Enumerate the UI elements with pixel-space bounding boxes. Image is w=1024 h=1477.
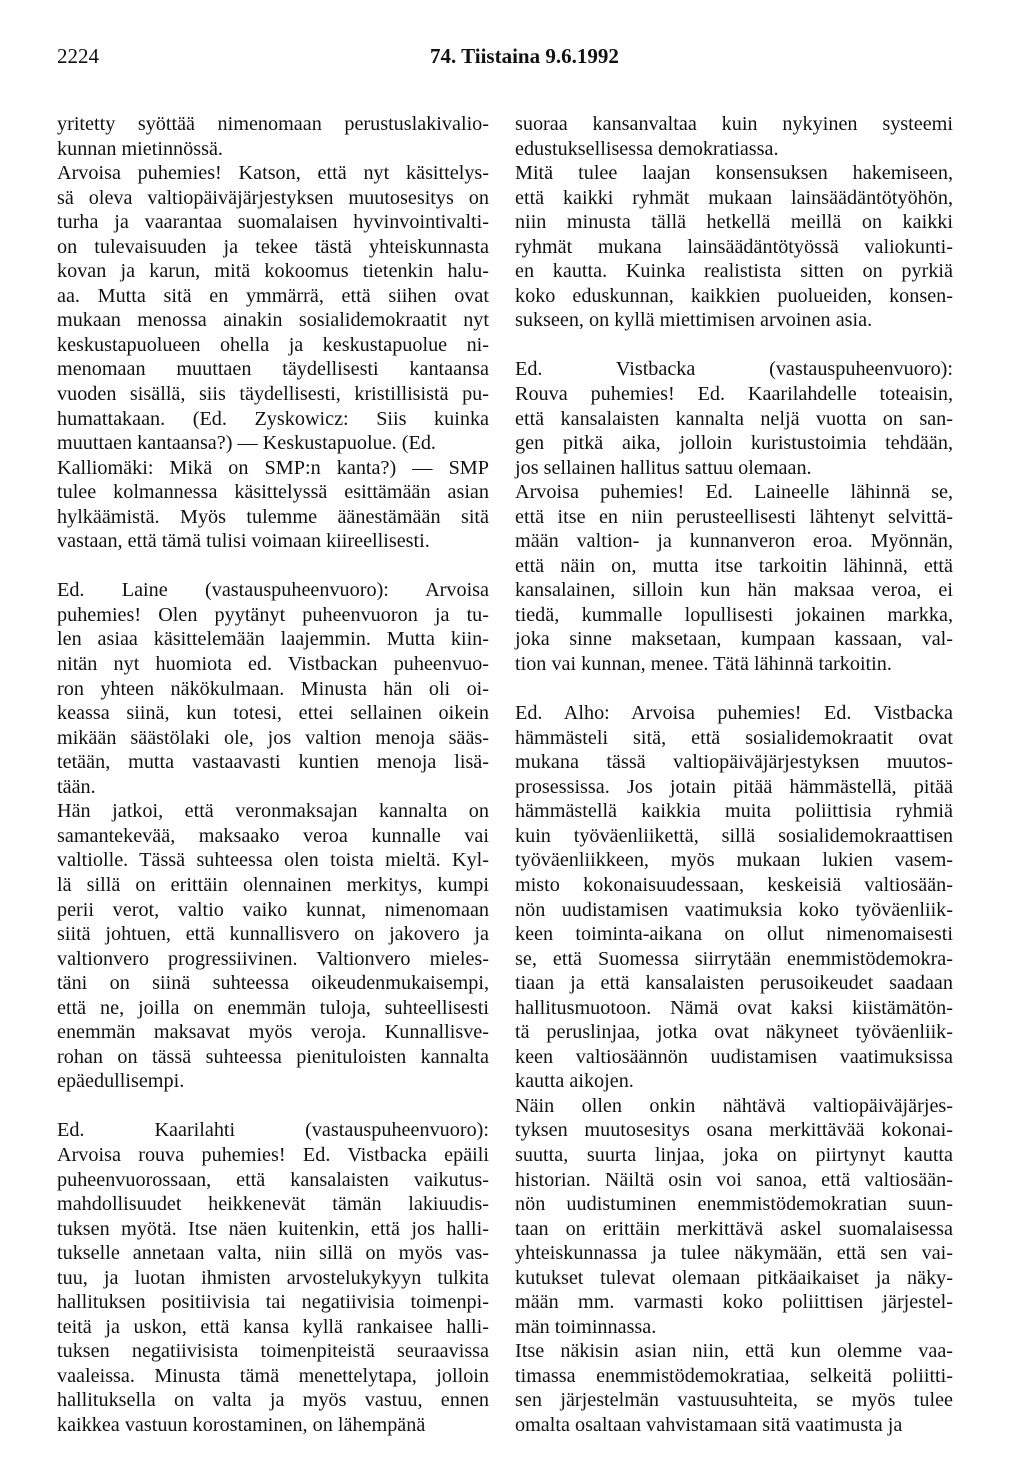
text-line: koko eduskunnan, kaikkien puolueiden, konsen- [515,284,953,307]
text-line: enemmän maksavat myös veroja. Kunnallisve- [57,1021,489,1044]
text-line: että ne, joilla on enemmän tuloja, suhteellisesti [57,996,489,1019]
paragraph-gap [515,333,953,358]
text-line: nitän nyt huomiota ed. Vistbackan puheenvuo- [57,653,489,676]
text-line: Rouva puhemies! Ed. Kaarilahdelle toteaisin, [515,383,953,406]
text-line: nön uudistuminen enemmistödemokratian suun- [515,1193,953,1216]
text-line: vastaan, että tämä tulisi voimaan kiireellisesti. [57,530,430,553]
text-line: Ed. Vistbacka (vastauspuheenvuoro): [515,358,953,381]
text-line: suoraa kansanvaltaa kuin nykyinen systeemi [515,113,953,135]
text-line: Ed. Kaarilahti (vastauspuheenvuoro): [57,1119,489,1142]
text-line: mään valtion- ja kunnanveron eroa. Myönnän, [515,530,953,553]
text-line: historian. Näiltä osin voi sanoa, että valtiosään- [515,1168,953,1191]
text-line: ryhmät mukana lainsäädäntötyössä valiokunti- [515,235,953,258]
text-line: täni on siinä suhteessa oikeudenmukaisempi, [57,972,489,995]
text-line: tä peruslinjaa, jotka ovat näkyneet työväenliik- [515,1021,953,1044]
text-line: Mitä tulee laajan konsensuksen hakemiseen, [515,162,953,185]
text-line: keen valtiosäännön uudistamisen vaatimuksissa [515,1045,953,1068]
left-column [57,112,489,1438]
text-line: len asiaa käsittelemään laajemmin. Mutta kiin- [57,628,489,651]
text-line: Ed. Alho: Arvoisa puhemies! Ed. Vistbacka [515,702,953,725]
text-line: puheenvuorossaan, että kansalaisten vaikutus- [57,1168,489,1191]
text-line: epäedullisempi. [57,1070,185,1093]
text-line: että kansalaisten kannalta neljä vuotta on san- [515,407,953,430]
text-line: menomaan muuttaen täydellisesti kantaansa [57,358,489,381]
text-line: tyksen muutosesitys osana merkittävää kokonai- [515,1119,953,1142]
text-line: vuoden sisällä, siis täydellisesti, kristillisistä pu- [57,383,489,406]
text-line: tukselle annetaan valta, niin sillä on myös vas- [57,1242,489,1265]
text-line: en kautta. Kuinka realistista sitten on pyrkiä [515,260,953,283]
text-line: tuksen negatiivisista toimenpiteistä seuraavissa [57,1340,489,1363]
text-line: rohan on tässä suhteessa pienituloisten kannalta [57,1045,489,1068]
text-line: se, että Suomessa siirrytään enemmistödemokra- [515,947,953,970]
text-line: teitä ja uskon, että kansa kyllä rankaisee halli- [57,1315,489,1338]
text-line: kunnan mietinnössä. [57,137,223,160]
text-line: valtiolle. Tässä suhteessa olen toista mieltä. Kyl- [57,849,489,872]
text-line: keen toiminta-aikana on ollut nimenomaisesti [515,923,953,946]
text-line: kuin työväenliikettä, sillä sosialidemokraattisen [515,824,953,847]
text-line: omalta osaltaan vahvistamaan sitä vaatimusta ja [515,1413,903,1436]
text-line: perii verot, valtio vaiko kunnat, nimenomaan [57,898,489,921]
text-line: Ed. Laine (vastauspuheenvuoro): Arvoisa [57,579,489,602]
text-line: tään. [57,775,96,798]
text-line: misto kokonaisuudessaan, keskeisiä valtiosään- [515,873,953,896]
text-line: joka sinne maksetaan, kumpaan kassaan, val- [515,628,953,651]
text-line: hallitusmuotoon. Nämä ovat kaksi kiistämätön- [515,996,953,1019]
text-line: siitä johtuen, että kunnallisvero on jakovero ja [57,923,489,946]
text-line: Hän jatkoi, että veronmaksajan kannalta on [57,800,489,823]
text-line: puhemies! Olen pyytänyt puheenvuoron ja tu- [57,603,489,626]
text-line: timassa enemmistödemokratiaa, selkeitä poliitti- [515,1364,953,1387]
text-line: työväenliikkeen, myös mukaan lukien vasem- [515,849,953,872]
text-line: Arvoisa rouva puhemies! Ed. Vistbacka epäili [57,1143,489,1166]
text-line: nön uudistamisen vaatimuksia koko työväenliik- [515,898,953,921]
text-line: gen pitkä aika, jolloin kuristustoimia tehdään, [515,432,953,455]
text-line: tetään, mutta vastaavasti kuntien menoja lisä- [57,751,489,774]
text-line: lä sillä on erittäin olennainen merkitys, kumpi [57,873,489,896]
right-column [515,112,953,1438]
text-line: että kaikki ryhmät mukaan lainsäädäntötyöhön, [515,186,953,209]
text-line: vaaleissa. Minusta tämä menettelytapa, jolloin [57,1364,489,1387]
text-line: Näin ollen onkin nähtävä valtiopäiväjärjes- [515,1094,953,1117]
text-line: kovan ja karun, mitä kokoomus tietenkin halu- [57,260,489,283]
text-line: että itse en niin perusteellisesti lähtenyt selvittä- [515,505,953,528]
text-line: aa. Mutta sitä en ymmärrä, että siihen ovat [57,284,489,307]
text-line: keassa siinä, kun totesi, ettei sellainen oikein [57,702,489,725]
text-line: keskustapuolueen ohella ja keskustapuolue ni- [57,333,489,356]
text-line: Arvoisa puhemies! Katson, että nyt käsittelys- [57,162,489,185]
paragraph-gap [57,1094,489,1119]
text-line: hämmästellä kaikkia muita poliittisia ryhmiä [515,800,953,823]
text-line: Kalliomäki: Mikä on SMP:n kanta?) — SMP [57,456,489,479]
page-number: 2224 [57,44,99,68]
text-line: että näin on, mutta itse tarkoitin lähinnä, että [515,554,953,577]
text-line: män toiminnassa. [515,1315,657,1338]
paragraph-gap [515,677,953,702]
text-line: kansalainen, silloin kun hän maksaa veroa, ei [515,579,953,602]
text-line: kaikkea vastuun korostaminen, on lähempänä [57,1413,426,1436]
text-line: tuksen myötä. Itse näen kuitenkin, että jos halli- [57,1217,489,1240]
text-line: valtionvero progressiivinen. Valtionvero mieles- [57,947,489,970]
text-line: on tulevaisuuden ja tekee tästä yhteiskunnasta [57,235,489,258]
text-line: samantekevää, maksaako veroa kunnalle vai [57,824,489,847]
text-line: taan on erittäin merkittävä askel suomalaisessa [515,1217,953,1240]
text-line: kautta aikojen. [515,1070,634,1093]
text-line: hämmästeli sitä, että sosialidemokraatit ovat [515,726,953,749]
text-line: niin minusta tällä hetkellä meillä on kaikki [515,211,953,234]
text-line: tulee kolmannessa käsittelyssä esittämään asian [57,481,489,504]
text-line: yritetty syöttää nimenomaan perustuslakivalio- [57,113,489,135]
text-line: hallituksella on valta ja myös vastuu, ennen [57,1389,489,1412]
text-line: mukaan menossa ainakin sosialidemokraatit nyt [57,309,489,332]
text-line: ron yhteen näkökulmaan. Minusta hän oli oi- [57,677,489,700]
text-line: prosessissa. Jos jotain pitää hämmästellä, pitää [515,775,953,798]
text-line: sä oleva valtiopäiväjärjestyksen muutosesitys on [57,186,489,209]
text-line: suutta, suurta linjaa, joka on piirtynyt kautta [515,1143,953,1166]
text-line: humattakaan. (Ed. Zyskowicz: Siis kuinka [57,407,489,430]
text-line: mään mm. varmasti koko poliittisen järjestel- [515,1291,953,1314]
text-line: Itse näkisin asian niin, että kun olemme vaa- [515,1340,953,1363]
text-line: kutukset tulevat olemaan pitkäaikaiset ja näky- [515,1266,953,1289]
text-line: tuu, ja luotan ihmisten arvostelukykyyn tulkita [57,1266,489,1289]
text-line: mikään säästölaki ole, jos valtion menoja sääs- [57,726,489,749]
text-line: hylkäämistä. Myös tulemme äänestämään sitä [57,505,489,528]
paragraph-gap [57,554,489,579]
text-line: sen järjestelmän vastuusuhteita, se myös tulee [515,1389,953,1412]
text-line: Arvoisa puhemies! Ed. Laineelle lähinnä se, [515,481,953,504]
page-header [0,44,1024,74]
running-title: 74. Tiistaina 9.6.1992 [430,44,619,68]
text-line: tiedä, kummalle lopullisesti jokainen markka, [515,603,953,626]
text-line: mukana tässä valtiopäiväjärjestyksen muutos- [515,751,953,774]
text-line: jos sellainen hallitus sattuu olemaan. [515,456,812,479]
text-line: turha ja vaarantaa suomalaisen hyvinvointivalti- [57,211,489,234]
text-line: muuttaen kantaansa?) — Keskustapuolue. (Ed. [57,432,436,455]
text-line: yhteiskunnassa ja tulee näkymään, että sen vai- [515,1242,953,1265]
text-line: edustuksellisessa demokratiassa. [515,137,779,160]
text-line: mahdollisuudet heikkenevät tämän lakiuudis- [57,1193,489,1216]
text-line: hallituksen positiivisia tai negatiivisia toimenpi- [57,1291,489,1314]
text-line: tion vai kunnan, menee. Tätä lähinnä tarkoitin. [515,653,892,676]
text-line: sukseen, on kyllä miettimisen arvoinen asia. [515,309,873,332]
text-line: tiaan ja että kansalaisten perusoikeudet saadaan [515,972,953,995]
